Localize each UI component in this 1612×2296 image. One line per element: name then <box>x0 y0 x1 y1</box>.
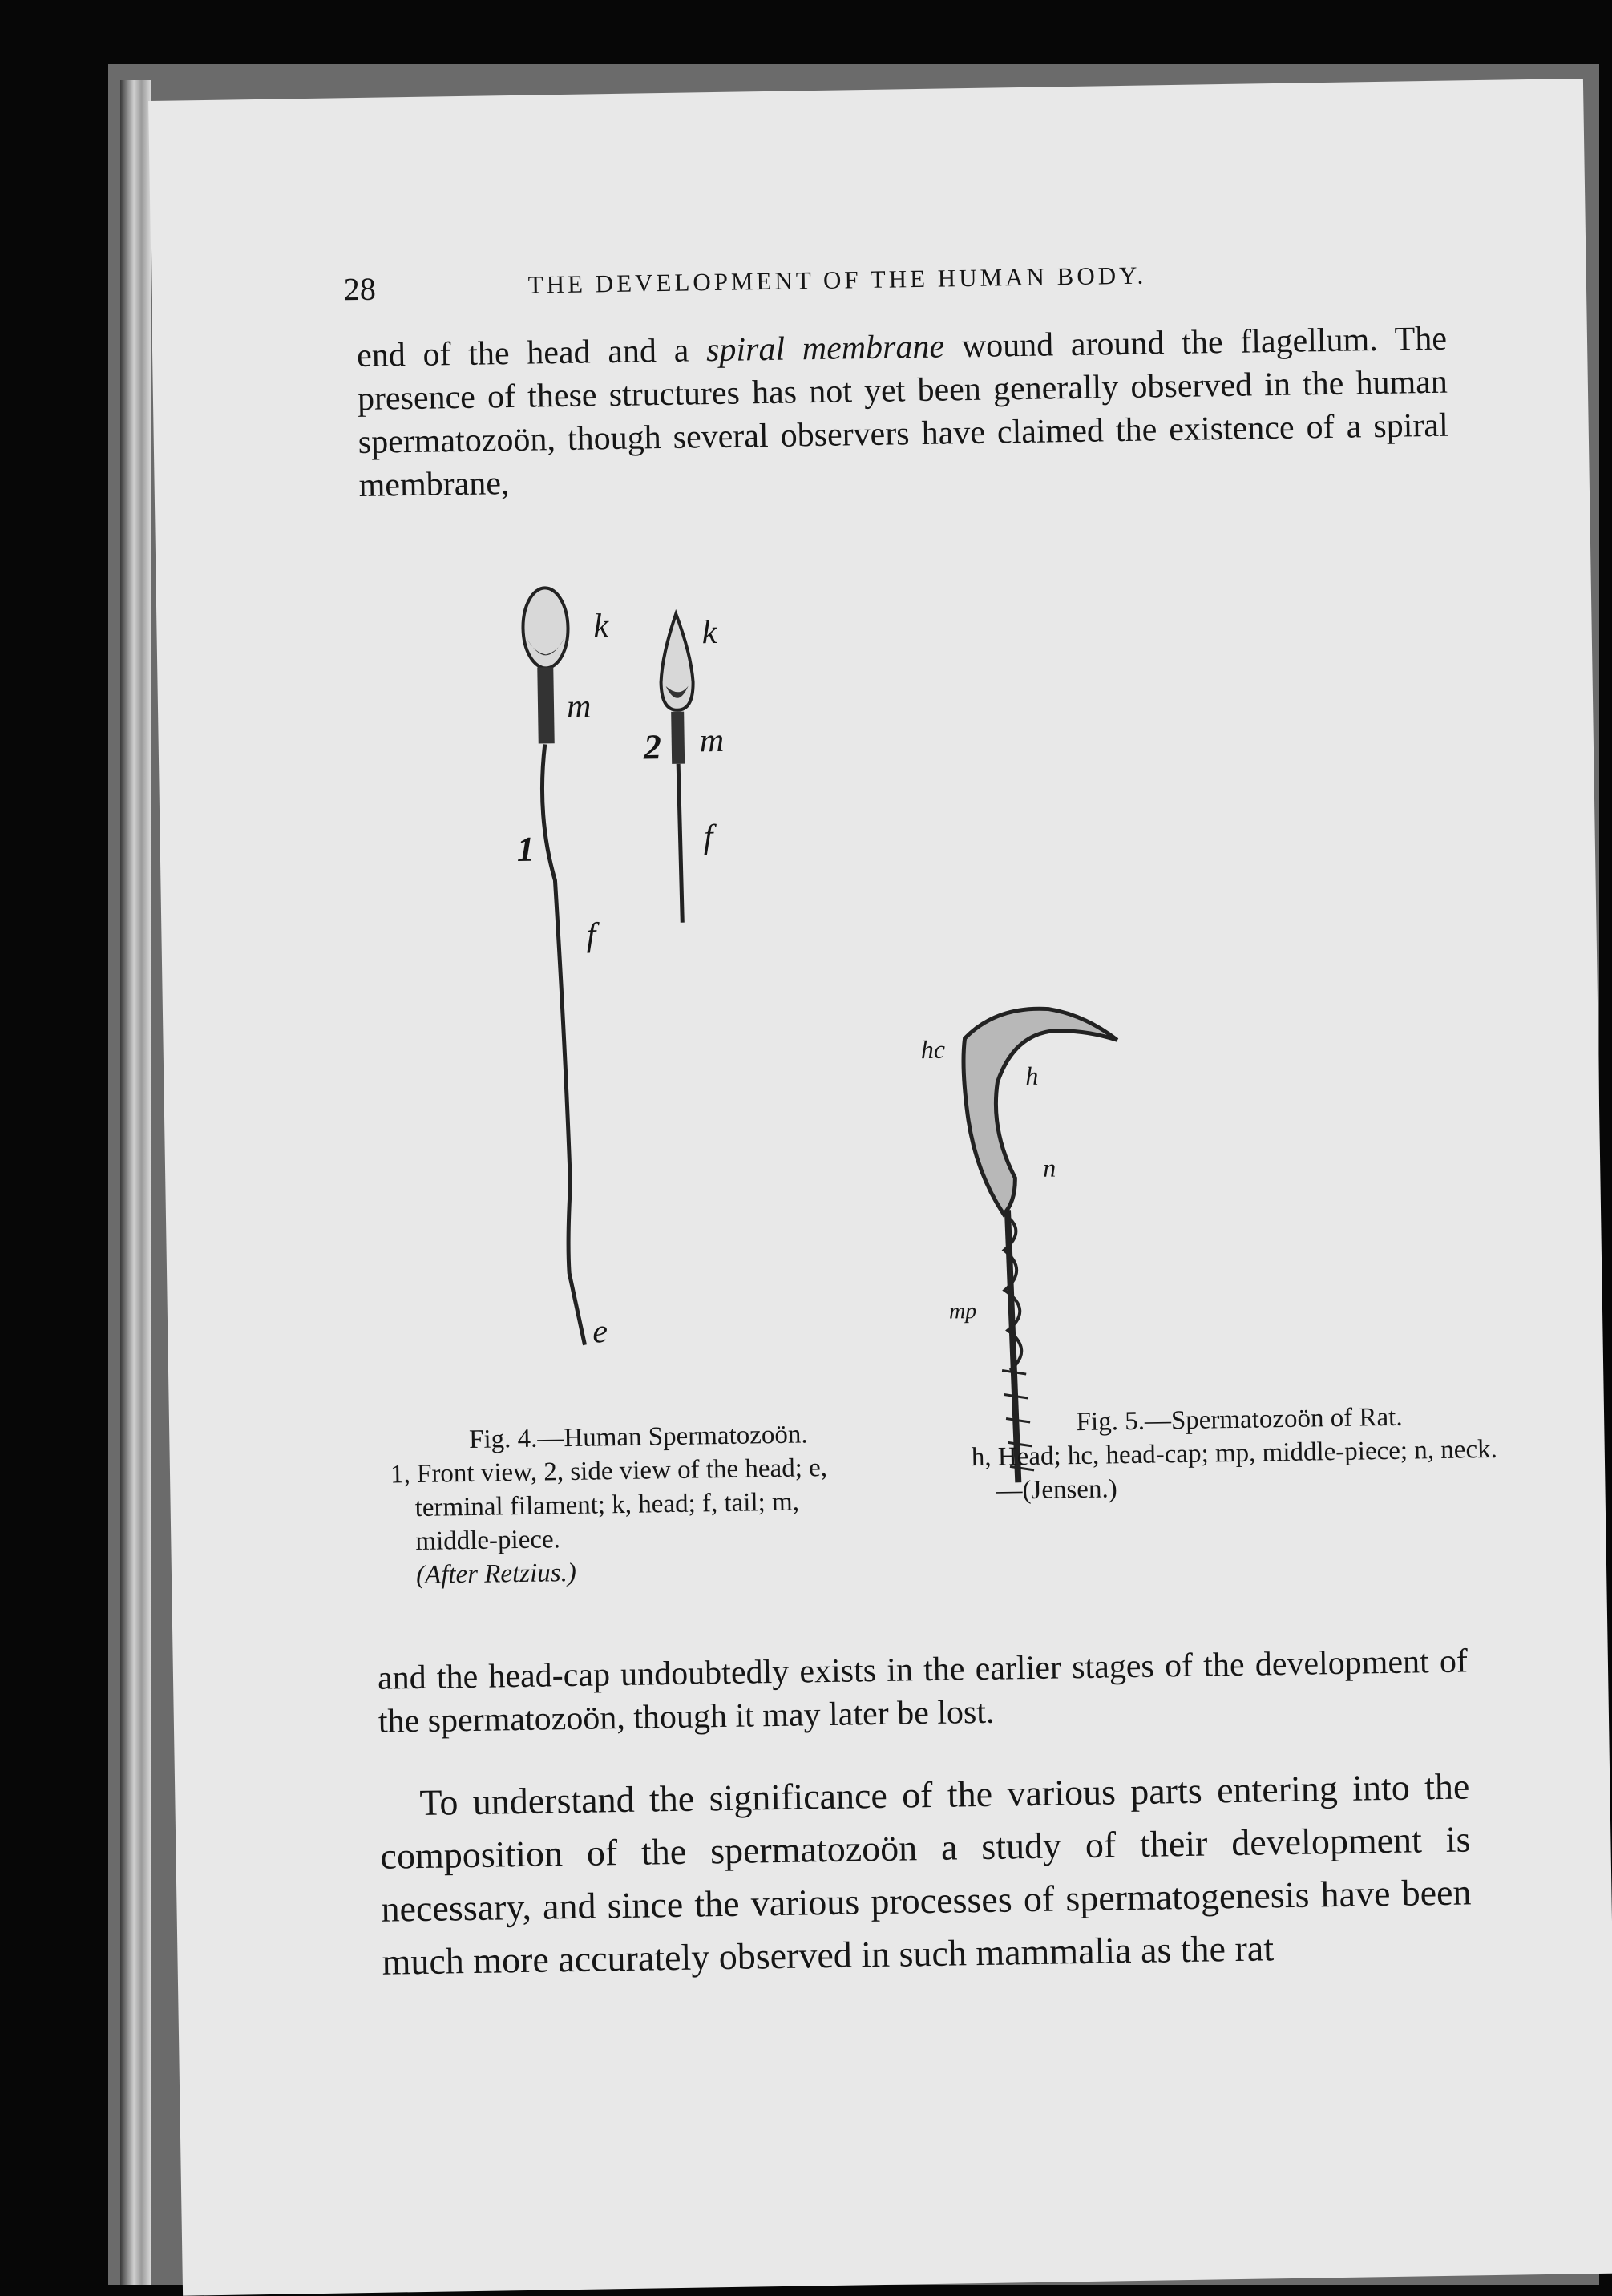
fig4-label-k1: k <box>593 608 609 645</box>
fig5-caption <box>971 1399 1509 1509</box>
fig4-label-k2: k <box>701 614 717 652</box>
paragraph-new: To understand the significance of the various parts entering into the composition of the spermatozoön a study of their development is necessary, and since the various processes of spermatogenesis have been much more accurately observed in such mammalia as the rat <box>380 1765 1472 1983</box>
book-page <box>148 79 1612 2296</box>
paragraph-top-end: wound around the flagellum. The presence of these structures has not yet been generally observed in the human spermatozoön, though several observers have claimed the existence of a spiral membrane, <box>357 320 1449 504</box>
fig4-label-e: e <box>592 1313 608 1351</box>
fig4-caption-body: 1, Front view, 2, side view of the head; e, terminal filament; k, head; f, tail; m, middle-piece. <box>390 1453 828 1557</box>
fig5-label-n: n <box>1042 1153 1056 1182</box>
fig5-caption-title: Fig. 5.—Spermatozoön of Rat. <box>1076 1402 1403 1437</box>
paragraph-top-emphasis: spiral membrane <box>705 328 945 370</box>
page-number: 28 <box>343 270 377 308</box>
fig4-caption <box>390 1417 889 1593</box>
fig4-label-num1: 1 <box>516 829 535 869</box>
fig4-label-f1: f <box>586 916 596 954</box>
fig5-label-hc: hc <box>920 1034 946 1065</box>
fig4-label-m2: m <box>699 722 725 760</box>
fig4-label-m1: m <box>566 688 592 726</box>
fig4-label-f2: f <box>703 819 713 856</box>
book-binding <box>120 80 151 2285</box>
fig4-caption-title: Fig. 4.—Human Spermatozoön. <box>468 1420 808 1454</box>
fig4-label-num2: 2 <box>643 727 662 767</box>
fig4-sperm-side-drawing <box>660 613 697 923</box>
fig5-label-h: h <box>1025 1061 1039 1091</box>
paragraph-continuation: and the head-cap undoubtedly exists in the earlier stages of the development of the spermatozoön, though it may later be lost. <box>377 1643 1469 1740</box>
header-title: THE DEVELOPMENT OF THE HUMAN BODY. <box>527 261 1147 299</box>
fig4-caption-credit: (After Retzius.) <box>415 1558 577 1591</box>
paragraph-top-start: end of the head and a <box>356 332 707 375</box>
fig5-label-mp: mp <box>948 1299 977 1324</box>
fig5-caption-body: h, Head; hc, head-cap; mp, middle-piece; n, neck.—(Jensen.) <box>971 1434 1498 1506</box>
